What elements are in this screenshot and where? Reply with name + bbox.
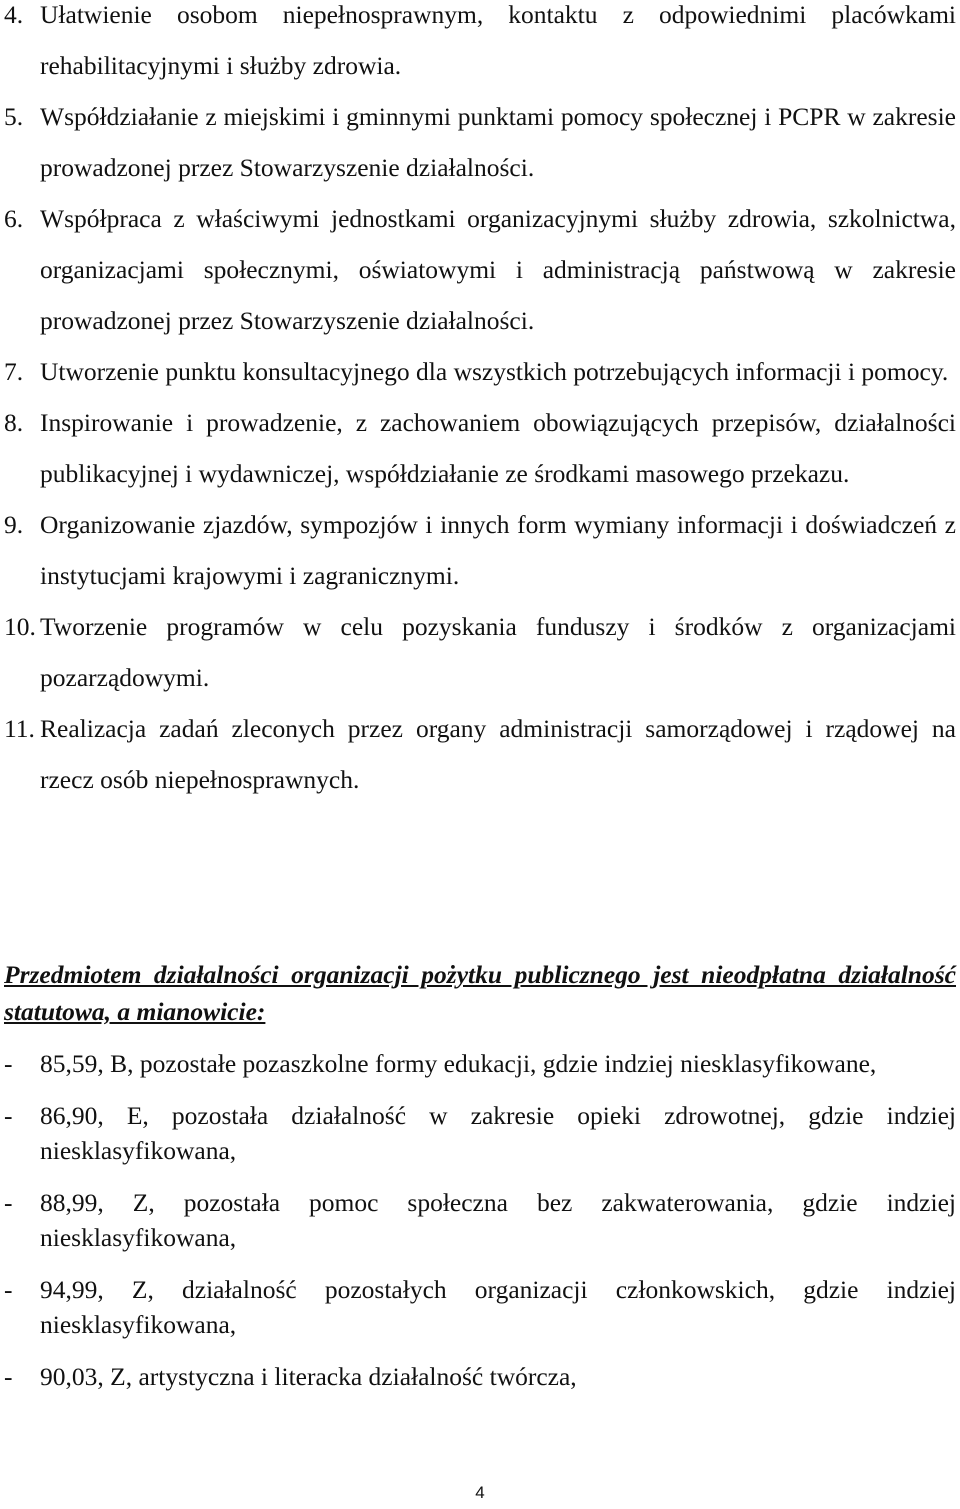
- item-text: Realizacja zadań zleconych przez organy administracji samorządowej i rządowej na rzecz osób niepełnosprawnych.: [40, 714, 956, 794]
- item-number: 9.: [4, 510, 24, 539]
- list-item: [0, 601, 960, 703]
- page-number: 4: [475, 1483, 485, 1502]
- item-number: 4.: [4, 0, 24, 29]
- dash-bullet: -: [4, 1275, 13, 1304]
- item-text: 86,90, E, pozostała działalność w zakresie opieki zdrowotnej, gdzie indziej niesklasyfikowana,: [40, 1101, 956, 1165]
- item-text: Tworzenie programów w celu pozyskania funduszy i środków z organizacjami pozarządowymi.: [40, 612, 956, 692]
- item-text: Współpraca z właściwymi jednostkami organizacyjnymi służby zdrowia, szkolnictwa, organizacjami społecznymi, oświatowymi i administracją państwową w zakresie prowadzonej przez Stowarzyszenie działalności.: [40, 204, 956, 335]
- list-item: [0, 1272, 960, 1342]
- item-text: Inspirowanie i prowadzenie, z zachowaniem obowiązujących przepisów, działalności publikacyjnej i wydawniczej, współdziałanie ze środkami masowego przekazu.: [40, 408, 956, 488]
- list-item: [0, 0, 960, 91]
- list-item: [0, 1359, 960, 1394]
- activity-list: [0, 1046, 960, 1411]
- list-item: [0, 703, 960, 805]
- list-item: [0, 397, 960, 499]
- item-text: 94,99, Z, działalność pozostałych organizacji członkowskich, gdzie indziej niesklasyfikowana,: [40, 1275, 956, 1339]
- list-item: [0, 1098, 960, 1168]
- item-text: 88,99, Z, pozostała pomoc społeczna bez zakwaterowania, gdzie indziej niesklasyfikowana,: [40, 1188, 956, 1252]
- item-number: 8.: [4, 408, 24, 437]
- item-text: Ułatwienie osobom niepełnosprawnym, kontaktu z odpowiednimi placówkami rehabilitacyjnymi i służby zdrowia.: [40, 0, 956, 80]
- item-number: 10.: [4, 612, 36, 641]
- dash-bullet: -: [4, 1101, 13, 1130]
- item-text: Współdziałanie z miejskimi i gminnymi punktami pomocy społecznej i PCPR w zakresie prowadzonej przez Stowarzyszenie działalności.: [40, 102, 956, 182]
- list-item: [0, 91, 960, 193]
- item-text: 90,03, Z, artystyczna i literacka działalność twórcza,: [40, 1362, 577, 1391]
- item-number: 5.: [4, 102, 24, 131]
- list-item: [0, 1046, 960, 1081]
- item-number: 7.: [4, 357, 24, 386]
- item-number: 6.: [4, 204, 24, 233]
- section-heading: Przedmiotem działalności organizacji pożytku publicznego jest nieodpłatna działalność statutowa, a mianowicie:: [4, 960, 956, 1026]
- list-item: [0, 499, 960, 601]
- list-item: [0, 346, 960, 397]
- item-text: 85,59, B, pozostałe pozaszkolne formy edukacji, gdzie indziej niesklasyfikowane,: [40, 1049, 877, 1078]
- item-text: Utworzenie punktu konsultacyjnego dla wszystkich potrzebujących informacji i pomocy.: [40, 357, 949, 386]
- list-item: [0, 193, 960, 346]
- item-text: Organizowanie zjazdów, sympozjów i innych form wymiany informacji i doświadczeń z instytucjami krajowymi i zagranicznymi.: [40, 510, 956, 590]
- dash-bullet: -: [4, 1049, 13, 1078]
- dash-bullet: -: [4, 1362, 13, 1391]
- item-number: 11.: [4, 714, 35, 743]
- list-item: [0, 1185, 960, 1255]
- dash-bullet: -: [4, 1188, 13, 1217]
